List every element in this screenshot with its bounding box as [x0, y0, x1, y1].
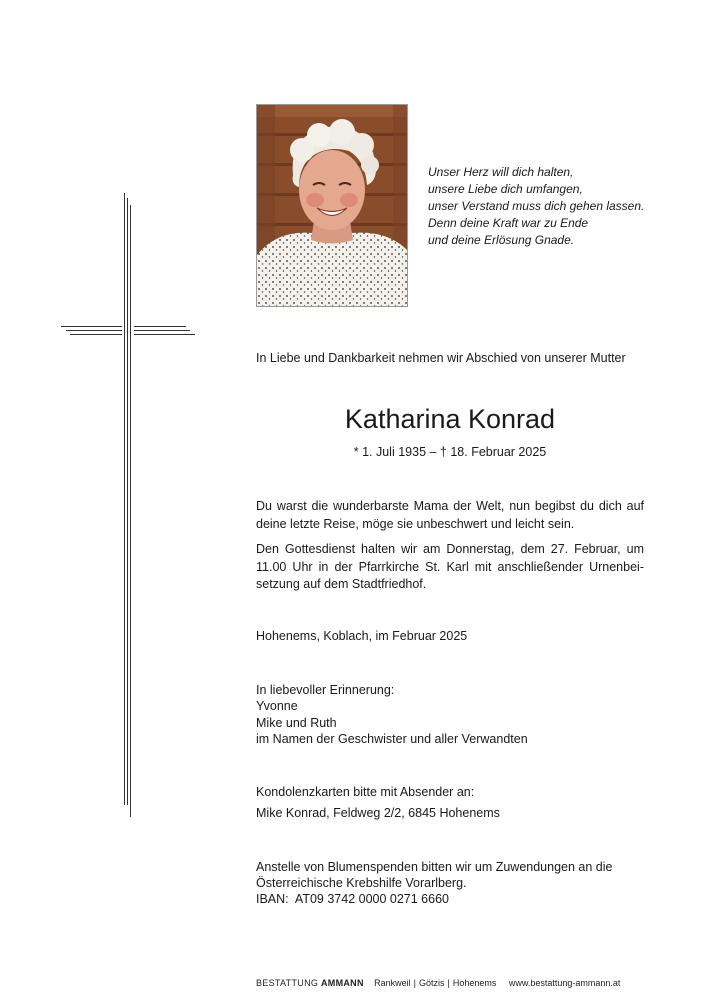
- poem-line: unsere Liebe dich umfangen,: [428, 182, 583, 196]
- donation-line: Anstelle von Blumenspenden bitten wir um Zuwendungen an die: [256, 860, 613, 874]
- iban-line: [256, 891, 449, 909]
- footer-website-link[interactable]: www.bestattung-ammann.at: [508, 978, 621, 988]
- mourner-line: Yvonne: [256, 699, 298, 713]
- poem-line: und deine Erlösung Gnade.: [428, 233, 575, 247]
- brand-bold: AMMANN: [320, 978, 364, 988]
- poem-line: Unser Herz will dich halten,: [428, 165, 574, 179]
- iban-number: AT09 3742 0000 0271 6660: [294, 892, 449, 906]
- poem: [428, 164, 688, 249]
- farewell-paragraph: Du warst die wunderbarste Mama der Welt, nun begibst du dich auf deine letzte Reise, möge sie unbeschwert und leicht sein.: [256, 499, 644, 531]
- intro-text: In Liebe und Dankbarkeit nehmen wir Abschied von unserer Mutter: [256, 351, 626, 365]
- footer: BESTATTUNG AMMANN Rankweil | Götzis | Hohenems www.bestattung-ammann.at: [256, 978, 621, 988]
- place-date: Hohenems, Koblach, im Februar 2025: [256, 629, 468, 643]
- portrait-photo: [256, 104, 408, 307]
- footer-location: Hohenems: [452, 978, 497, 988]
- portrait-image: [257, 105, 407, 306]
- mourner-line: im Namen der Geschwister und aller Verwandten: [256, 732, 528, 746]
- condolence-heading: Kondolenzkarten bitte mit Absender an:: [256, 785, 475, 799]
- donation-line: Österreichische Krebshilfe Vorarlberg.: [256, 876, 467, 890]
- footer-location: Götzis: [418, 978, 445, 988]
- footer-location: Rankweil: [374, 978, 411, 988]
- mourner-line: Mike und Ruth: [256, 716, 337, 730]
- poem-line: unser Verstand muss dich gehen lassen.: [428, 199, 645, 213]
- brand-light: BESTATTUNG: [256, 978, 319, 988]
- condolence-address: Mike Konrad, Feldweg 2/2, 6845 Hohenems: [256, 806, 500, 820]
- remembrance-heading: In liebevoller Erinnerung:: [256, 683, 395, 697]
- life-dates: * 1. Juli 1935 – † 18. Februar 2025: [353, 445, 547, 459]
- brand-name: [256, 978, 367, 988]
- deceased-name: Katharina Konrad: [344, 404, 556, 434]
- iban-label: IBAN:: [256, 892, 289, 906]
- poem-line: Denn deine Kraft war zu Ende: [428, 216, 589, 230]
- service-paragraph: Den Gottesdienst halten wir am Donnerstag, dem 27. Februar, um 11.00 Uhr in der Pfarrkirche St. Karl mit anschließender Urnenbeisetzung auf dem Stadtfriedhof.: [256, 542, 644, 591]
